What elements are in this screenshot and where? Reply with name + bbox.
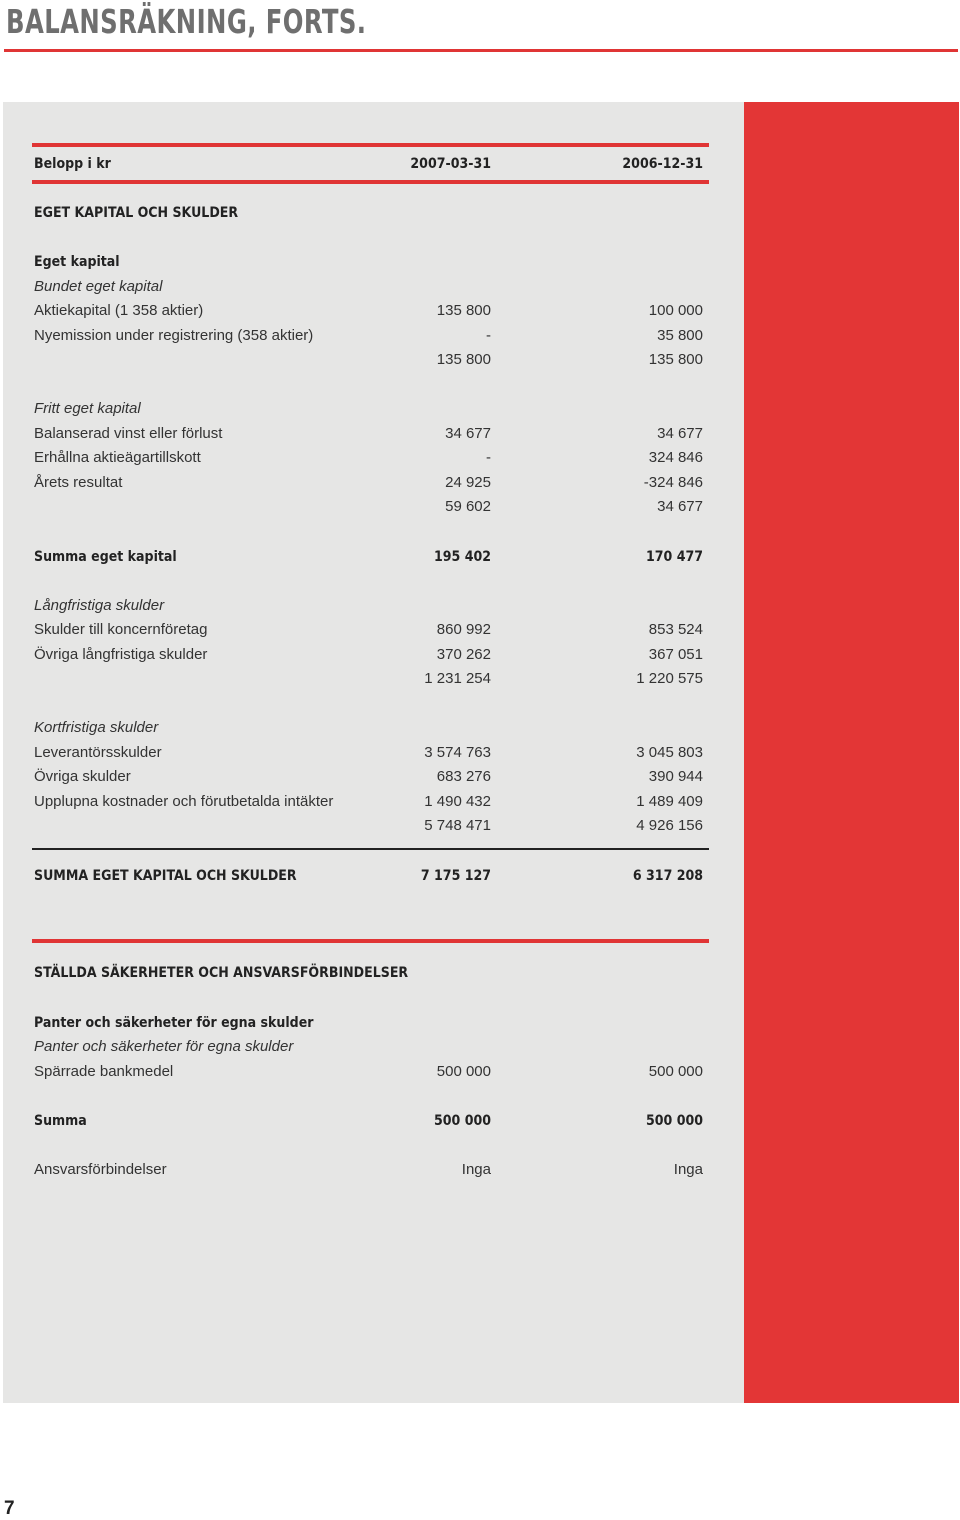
ansvar-row xyxy=(34,1158,703,1182)
subtotal-value-2007: 135 800 xyxy=(436,351,491,368)
subtotal-value-2006: 4 926 156 xyxy=(636,817,703,834)
pledges-top-rule xyxy=(32,939,709,943)
row-value-2007: 34 677 xyxy=(445,425,491,442)
summa-pledges-row xyxy=(34,1109,703,1133)
subheading-bundet-label: Bundet eget kapital xyxy=(34,278,163,295)
section-heading-pledges xyxy=(34,961,703,985)
subheading-panter-bold xyxy=(34,1011,703,1035)
subheading-langfristiga xyxy=(34,594,703,618)
header-label: Belopp i kr xyxy=(34,156,111,172)
header-bottom-rule xyxy=(32,180,709,184)
row-value-2007: - xyxy=(486,449,491,466)
row-label: SUMMA EGET KAPITAL OCH SKULDER xyxy=(34,868,297,884)
row-value-2006: 367 051 xyxy=(648,646,703,663)
row-value-2006: 170 477 xyxy=(646,549,703,565)
summa-eget-kapital-row xyxy=(34,545,703,569)
title-divider xyxy=(4,49,958,52)
row-label: Ansvarsförbindelser xyxy=(34,1161,167,1178)
table-row xyxy=(34,299,703,323)
row-value-2006: 6 317 208 xyxy=(632,868,703,884)
row-label: Erhållna aktieägartillskott xyxy=(34,449,201,466)
table-row xyxy=(34,422,703,446)
subtotal-row xyxy=(34,667,703,691)
table-row xyxy=(34,643,703,667)
row-value-2007: 24 925 xyxy=(445,474,491,491)
row-value-2007: 500 000 xyxy=(436,1063,491,1080)
row-value-2007: Inga xyxy=(461,1161,491,1178)
row-label: Årets resultat xyxy=(34,474,123,491)
table-row xyxy=(34,618,703,642)
subtotal-value-2007: 1 231 254 xyxy=(424,670,491,687)
subheading-panter-bold-label: Panter och säkerheter för egna skulder xyxy=(34,1015,314,1031)
row-label: Upplupna kostnader och förutbetalda intäkter xyxy=(34,793,334,810)
subtotal-row xyxy=(34,814,703,838)
row-value-2007: 135 800 xyxy=(436,302,491,319)
subheading-panter-italic-label: Panter och säkerheter för egna skulder xyxy=(34,1038,294,1055)
subtotal-value-2006: 1 220 575 xyxy=(636,670,703,687)
table-row xyxy=(34,446,703,470)
row-value-2007: 500 000 xyxy=(434,1113,491,1129)
table-row xyxy=(34,1060,703,1084)
row-label: Leverantörsskulder xyxy=(34,744,162,761)
subheading-fritt xyxy=(34,397,703,421)
table-row xyxy=(34,765,703,789)
row-value-2006: 3 045 803 xyxy=(636,744,703,761)
row-value-2007: 683 276 xyxy=(436,768,491,785)
header-col-2007: 2007-03-31 xyxy=(410,156,491,172)
row-value-2007: - xyxy=(486,327,491,344)
row-value-2006: 324 846 xyxy=(648,449,703,466)
row-value-2007: 195 402 xyxy=(434,549,491,565)
header-col-2006: 2006-12-31 xyxy=(622,156,703,172)
row-label: Spärrade bankmedel xyxy=(34,1063,174,1080)
subtotal-value-2006: 135 800 xyxy=(648,351,703,368)
row-value-2006: 34 677 xyxy=(657,425,703,442)
row-value-2006: 390 944 xyxy=(648,768,703,785)
subtotal-row xyxy=(34,348,703,372)
row-value-2006: 853 524 xyxy=(648,621,703,638)
subheading-fritt-label: Fritt eget kapital xyxy=(34,400,141,417)
subheading-eget-kapital-label: Eget kapital xyxy=(34,254,120,270)
subtotal-row xyxy=(34,495,703,519)
table-header xyxy=(34,152,703,176)
row-label: Övriga skulder xyxy=(34,768,131,785)
section-heading-equity xyxy=(34,201,703,225)
section-heading-equity-label: EGET KAPITAL OCH SKULDER xyxy=(34,205,239,221)
section-heading-pledges-label: STÄLLDA SÄKERHETER OCH ANSVARSFÖRBINDELSER xyxy=(34,965,409,981)
subheading-bundet xyxy=(34,275,703,299)
row-label: Balanserad vinst eller förlust xyxy=(34,425,223,442)
subheading-langfristiga-label: Långfristiga skulder xyxy=(34,597,165,614)
row-value-2006: 100 000 xyxy=(648,302,703,319)
summa-total-row xyxy=(34,864,703,888)
row-value-2007: 7 175 127 xyxy=(420,868,491,884)
subtotal-value-2007: 5 748 471 xyxy=(424,817,491,834)
decorative-red-bar xyxy=(744,102,959,1403)
row-label: Skulder till koncernföretag xyxy=(34,621,208,638)
row-value-2006: -324 846 xyxy=(643,474,703,491)
row-value-2006: 500 000 xyxy=(646,1113,703,1129)
total-rule xyxy=(32,848,709,850)
subtotal-value-2006: 34 677 xyxy=(657,498,703,515)
table-row xyxy=(34,324,703,348)
subheading-panter-italic xyxy=(34,1035,703,1059)
row-label: Aktiekapital (1 358 aktier) xyxy=(34,302,204,319)
row-value-2007: 860 992 xyxy=(436,621,491,638)
table-row xyxy=(34,471,703,495)
subheading-kortfristiga-label: Kortfristiga skulder xyxy=(34,719,159,736)
table-row xyxy=(34,790,703,814)
page-number: 7 xyxy=(4,1498,15,1519)
table-row xyxy=(34,741,703,765)
row-value-2007: 370 262 xyxy=(436,646,491,663)
row-label: Nyemission under registrering (358 aktier) xyxy=(34,327,314,344)
row-value-2006: 35 800 xyxy=(657,327,703,344)
row-label: Summa eget kapital xyxy=(34,549,177,565)
row-value-2006: 500 000 xyxy=(648,1063,703,1080)
row-label: Summa xyxy=(34,1113,87,1129)
subtotal-value-2007: 59 602 xyxy=(445,498,491,515)
row-value-2007: 1 490 432 xyxy=(424,793,491,810)
header-top-rule xyxy=(32,143,709,147)
row-value-2007: 3 574 763 xyxy=(424,744,491,761)
row-value-2006: 1 489 409 xyxy=(636,793,703,810)
row-label: Övriga långfristiga skulder xyxy=(34,646,208,663)
row-value-2006: Inga xyxy=(673,1161,703,1178)
page-title: BALANSRÄKNING, FORTS. xyxy=(6,2,367,41)
subheading-eget-kapital xyxy=(34,250,703,274)
subheading-kortfristiga xyxy=(34,716,703,740)
